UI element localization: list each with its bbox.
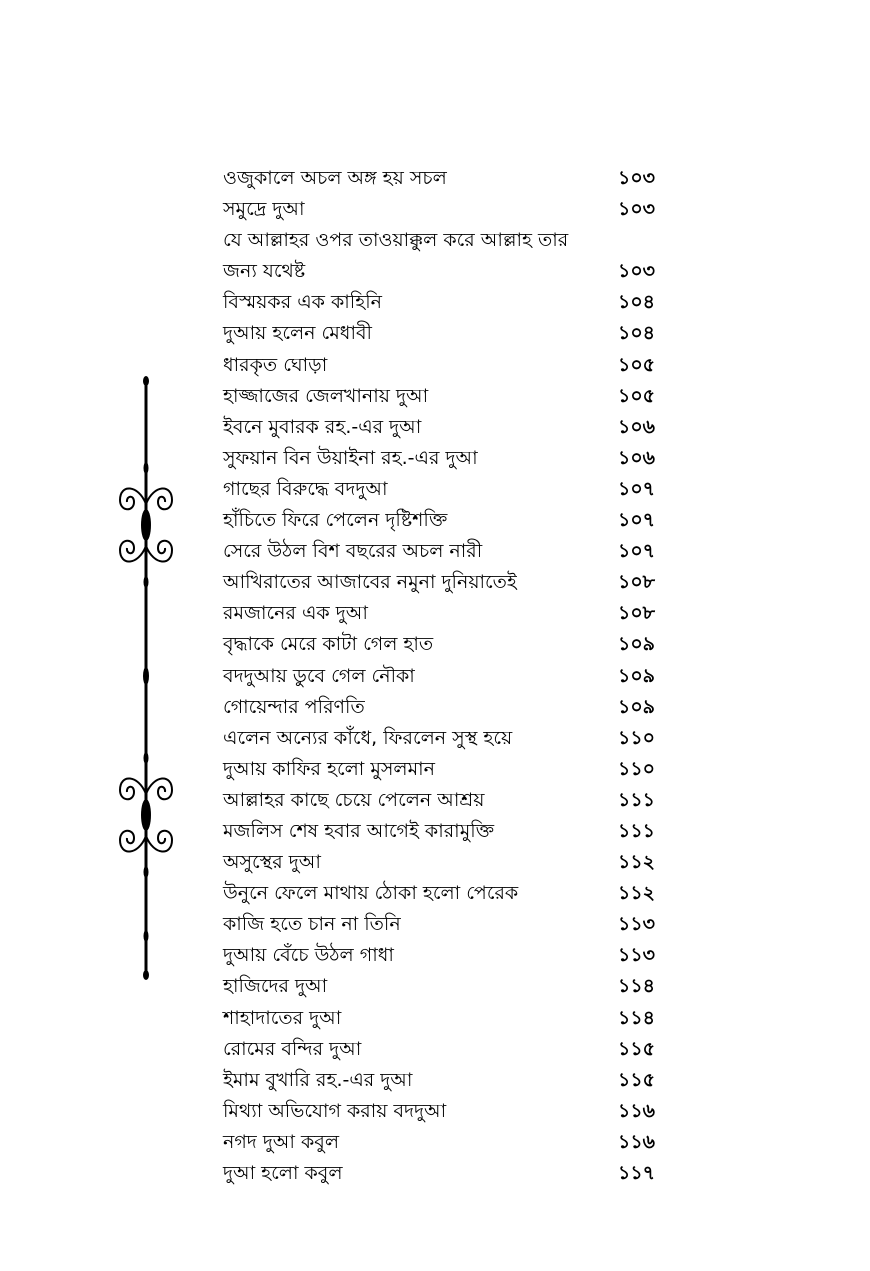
toc-entry-title: ধারকৃত ঘোড়া: [223, 353, 328, 376]
toc-entry-title: রোমের বন্দির দুআ: [223, 1037, 362, 1060]
toc-entry: [223, 1003, 663, 1034]
toc-entry: [223, 381, 663, 412]
toc-entry: [223, 318, 663, 349]
toc-entry: [223, 536, 663, 567]
toc-entry: [223, 661, 663, 692]
toc-entry: [223, 350, 663, 381]
toc-entry-page-number: ১০৯: [618, 695, 656, 718]
toc-entry: [223, 194, 663, 225]
toc-entry-title: সেরে উঠল বিশ বছরের অচল নারী: [223, 540, 483, 563]
toc-entry-title: দুআয় বেঁচে উঠল গাধা: [223, 944, 394, 967]
toc-entry-title: বিস্ময়কর এক কাহিনি: [223, 291, 382, 314]
toc-entry: [223, 940, 663, 971]
toc-entry-title: আখিরাতের আজাবের নমুনা দুনিয়াতেই: [223, 571, 517, 594]
toc-entry-title: কাজি হতে চান না তিনি: [223, 913, 401, 936]
toc-entry: [223, 692, 663, 723]
toc-entry-title: হাঁচিতে ফিরে পেলেন দৃষ্টিশক্তি: [223, 509, 448, 532]
toc-entry-title: মজলিস শেষ হবার আগেই কারামুক্তি: [223, 819, 495, 842]
toc-entry-title: আল্লাহর কাছে চেয়ে পেলেন আশ্রয়: [223, 788, 485, 811]
toc-entry-title: এলেন অন্যের কাঁধে, ফিরলেন সুস্থ হয়ে: [223, 726, 513, 749]
toc-entry: [223, 225, 663, 256]
toc-entry-title: গাছের বিরুদ্ধে বদদুআ: [223, 477, 388, 500]
toc-entry-title: হাজ্জাজের জেলখানায় দুআ: [223, 384, 429, 407]
toc-entry-page-number: ১০৪: [618, 322, 656, 345]
toc-entry-page-number: ১১০: [618, 757, 656, 780]
toc-entry: [223, 723, 663, 754]
toc-entry: [223, 256, 663, 287]
toc-entry-title: উনুনে ফেলে মাথায় ঠোকা হলো পেরেক: [223, 882, 519, 905]
toc-entry: [223, 567, 663, 598]
toc-entry: [223, 878, 663, 909]
toc-entry-title: বৃদ্ধাকে মেরে কাটা গেল হাত: [223, 633, 434, 656]
toc-entry: [223, 1096, 663, 1127]
toc-entry-title: অসুস্থের দুআ: [223, 851, 321, 874]
toc-entry: [223, 971, 663, 1002]
toc-entry-page-number: ১১৬: [618, 1130, 656, 1153]
toc-entry: [223, 598, 663, 629]
toc-entry-page-number: ১১০: [618, 726, 656, 749]
toc-entry: [223, 287, 663, 318]
scroll-divider-ornament-icon: [108, 376, 184, 980]
toc-entry-page-number: ১০৩: [618, 260, 656, 283]
toc-entry-page-number: ১০৯: [618, 664, 656, 687]
toc-entry-page-number: ১০৮: [618, 571, 656, 594]
toc-entry: [223, 443, 663, 474]
toc-entry-page-number: ১১৭: [618, 1162, 656, 1184]
toc-entry-title: দুআয় হলেন মেধাবী: [223, 322, 372, 345]
table-of-contents: [223, 163, 663, 1189]
toc-entry-page-number: ১১২: [618, 851, 656, 874]
toc-entry-title: দুআ হলো কবুল: [223, 1162, 343, 1184]
toc-entry-page-number: ১০৫: [618, 384, 656, 407]
toc-entry-page-number: ১০৯: [618, 633, 656, 656]
toc-entry-title: সমুদ্রে দুআ: [223, 198, 305, 221]
toc-entry: [223, 754, 663, 785]
toc-entry: [223, 1034, 663, 1065]
toc-entry-page-number: ১০৫: [618, 353, 656, 376]
toc-entry-page-number: ১১৩: [618, 913, 656, 936]
toc-entry-page-number: ১১৩: [618, 944, 656, 967]
toc-entry-page-number: ১১৬: [618, 1099, 656, 1122]
toc-entry: [223, 785, 663, 816]
toc-entry: [223, 1127, 663, 1158]
toc-entry: [223, 816, 663, 847]
toc-entry-page-number: ১০৬: [618, 415, 656, 438]
toc-entry-page-number: ১১৫: [618, 1037, 655, 1060]
toc-entry: [223, 412, 663, 443]
toc-entry-page-number: ১০৬: [618, 446, 656, 469]
toc-entry-page-number: ১১১: [618, 788, 655, 811]
toc-entry-page-number: ১০৭: [618, 477, 656, 500]
toc-entry-page-number: ১০৭: [618, 540, 656, 563]
toc-entry: [223, 1065, 663, 1096]
toc-entry-page-number: ১০৪: [618, 291, 656, 314]
toc-entry-page-number: ১১৪: [618, 1006, 655, 1029]
toc-entry: [223, 163, 663, 194]
toc-entry-page-number: ১১৫: [618, 1068, 655, 1091]
toc-entry-page-number: ১১২: [618, 882, 656, 905]
toc-entry: [223, 847, 663, 878]
toc-entry-title: সুফয়ান বিন উয়াইনা রহ.-এর দুআ: [223, 446, 478, 469]
toc-entry-title: দুআয় কাফির হলো মুসলমান: [223, 757, 435, 780]
toc-entry-title: যে আল্লাহর ওপর তাওয়াক্কুল করে আল্লাহ তার: [223, 229, 569, 252]
toc-entry-title: গোয়েন্দার পরিণতি: [223, 695, 365, 718]
toc-entry-page-number: ১১১: [618, 819, 655, 842]
toc-entry: [223, 1158, 663, 1189]
toc-entry-title: বদদুআয় ডুবে গেল নৌকা: [223, 664, 415, 687]
toc-entry: [223, 629, 663, 660]
toc-entry: [223, 909, 663, 940]
toc-entry-title: রমজানের এক দুআ: [223, 602, 368, 625]
toc-entry: [223, 505, 663, 536]
toc-entry-title: ইবনে মুবারক রহ.-এর দুআ: [223, 415, 422, 438]
toc-entry-title: ইমাম বুখারি রহ.-এর দুআ: [223, 1068, 413, 1091]
toc-entry-page-number: ১০৩: [618, 198, 656, 221]
toc-entry-title: হাজিদের দুআ: [223, 975, 328, 998]
toc-entry-title: শাহাদাতের দুআ: [223, 1006, 342, 1029]
toc-entry-page-number: ১০৮: [618, 602, 656, 625]
toc-entry-page-number: ১০৭: [618, 509, 656, 532]
toc-entry: [223, 474, 663, 505]
toc-entry-title: জন্য যথেষ্ট: [223, 260, 306, 283]
toc-entry-page-number: ১১৪: [618, 975, 655, 998]
toc-entry-title: মিথ্যা অভিযোগ করায় বদদুআ: [223, 1099, 447, 1122]
toc-entry-title: নগদ দুআ কবুল: [223, 1130, 340, 1153]
toc-entry-page-number: ১০৩: [618, 167, 656, 189]
toc-entry-title: ওজুকালে অচল অঙ্গ হয় সচল: [223, 167, 447, 189]
